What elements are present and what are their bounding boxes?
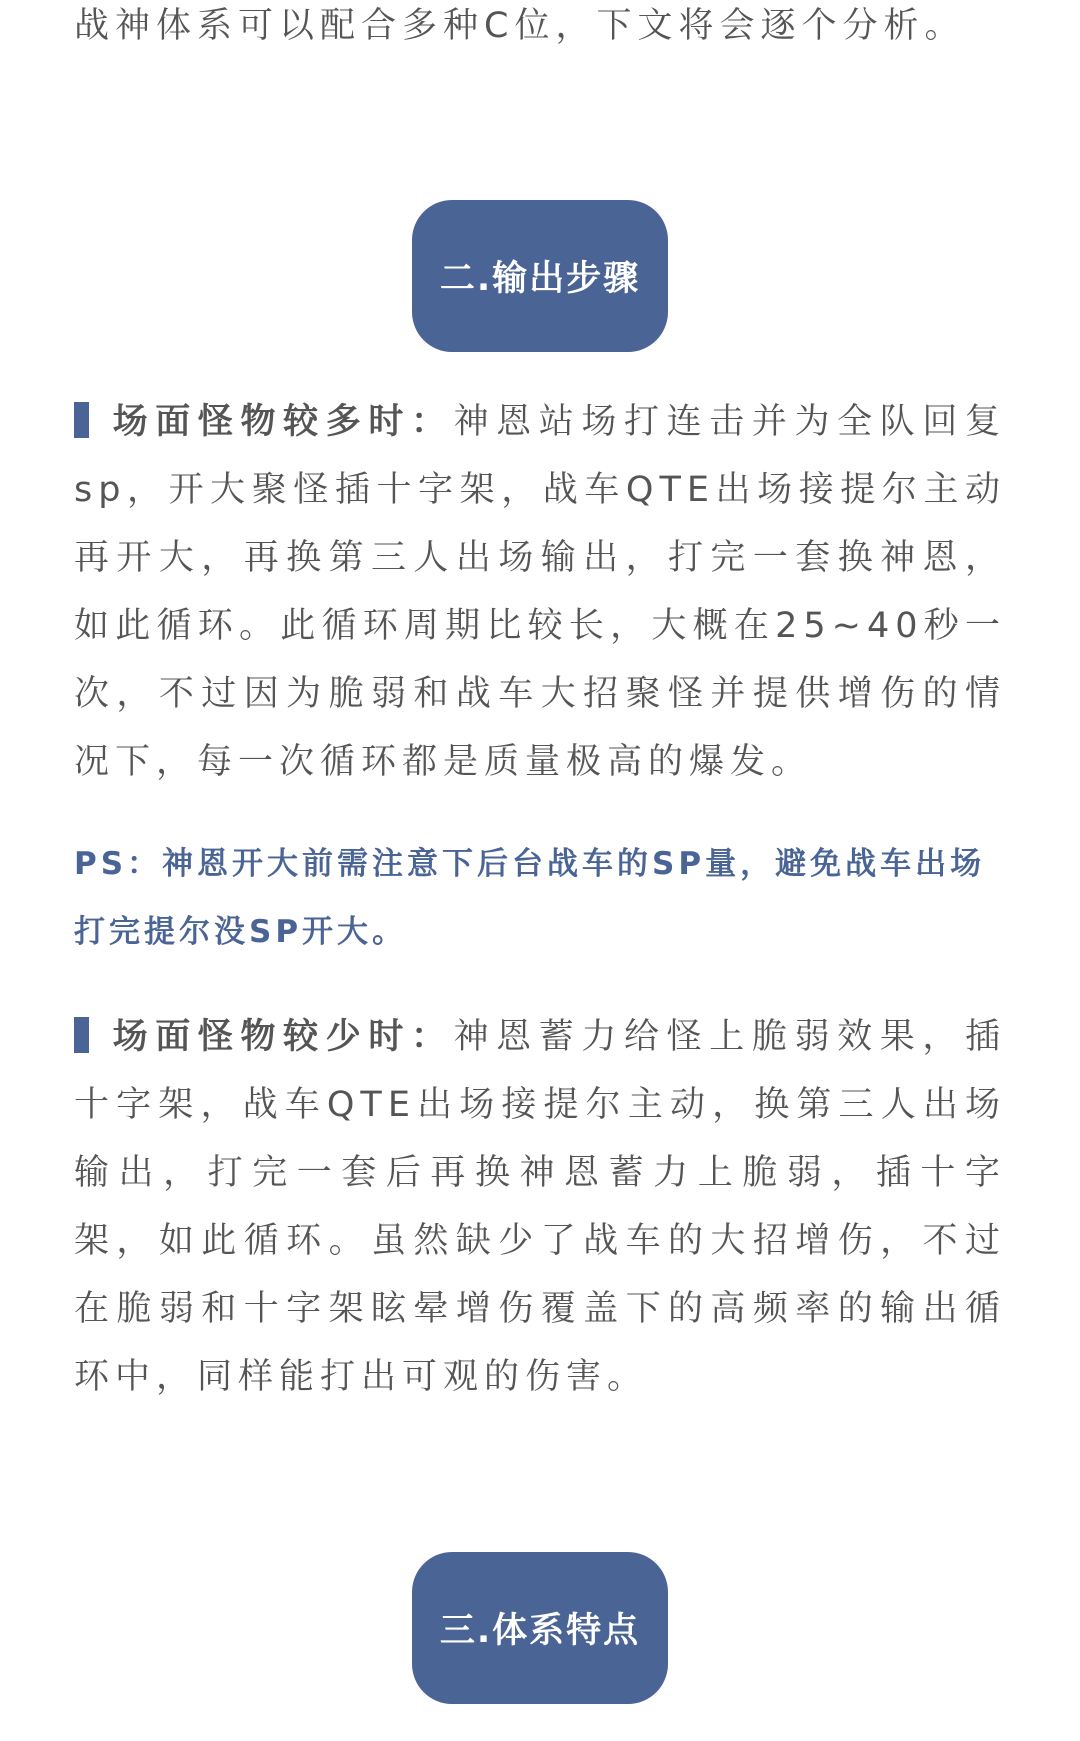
- few-enemies-lead: 场面怪物较少时：: [111, 1017, 454, 1057]
- ps-note-text: PS：神恩开大前需注意下后台战车的SP量，避免战车出场打完提尔没SP开大。: [74, 846, 986, 950]
- ps-note: [74, 830, 1006, 966]
- bullet-marker: [74, 402, 89, 438]
- section-heading-label: 三.体系特点: [439, 1611, 641, 1651]
- intro-text: 战神体系可以配合多种C位，下文将会逐个分析。: [74, 6, 966, 46]
- many-enemies-lead: 场面怪物较多时：: [111, 402, 454, 442]
- intro-paragraph: [74, 0, 1006, 60]
- few-enemies-text: 神恩蓄力给怪上脆弱效果，插十字架，战车QTE出场接提尔主动，换第三人出场输出，打完一套后再换神恩蓄力上脆弱，插十字架，如此循环。虽然缺少了战车的大招增伤，不过在脆弱和十字架眩晕增伤覆盖下的高频率的输出循环中，同样能打出可观的伤害。: [74, 1017, 1006, 1397]
- section-heading-output-steps: [412, 200, 668, 352]
- many-enemies-text: 神恩站场打连击并为全队回复sp，开大聚怪插十字架，战车QTE出场接提尔主动再开大，再换第三人出场输出，打完一套换神恩，如此循环。此循环周期比较长，大概在25~40秒一次，不过因为脆弱和战车大招聚怪并提供增伤的情况下，每一次循环都是质量极高的爆发。: [74, 402, 1006, 782]
- section-heading-label: 二.输出步骤: [439, 259, 641, 299]
- bullet-marker: [74, 1017, 89, 1053]
- few-enemies-paragraph: [74, 1003, 1006, 1411]
- many-enemies-paragraph: [74, 388, 1006, 796]
- section-heading-system-features: [412, 1552, 668, 1704]
